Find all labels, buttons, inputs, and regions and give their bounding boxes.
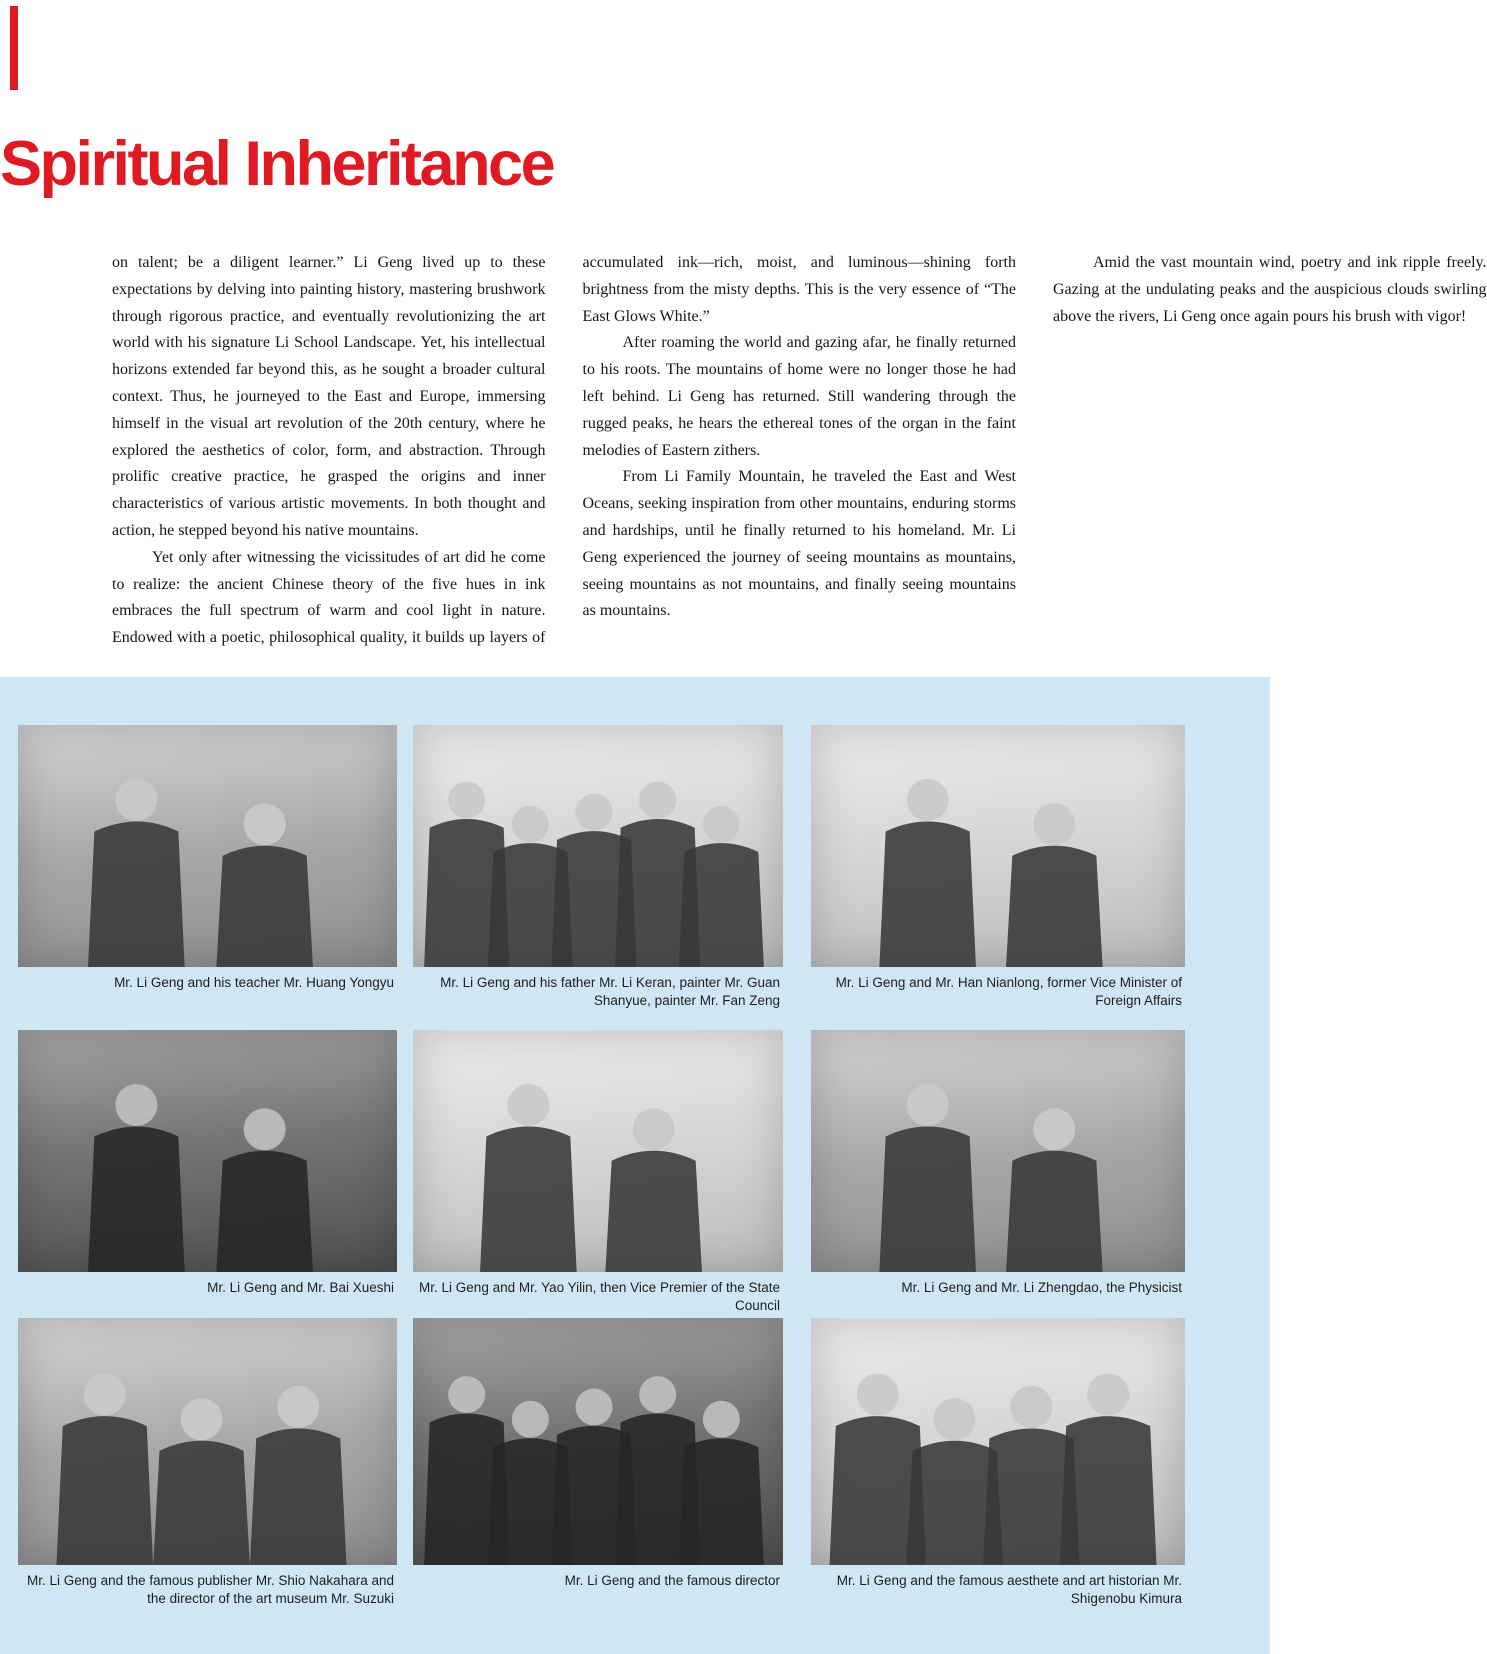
- photo: [413, 1030, 783, 1272]
- photo: [18, 1318, 397, 1565]
- photo-cell: [18, 1318, 397, 1607]
- photo: [413, 1318, 783, 1565]
- photo-cell: [811, 1318, 1185, 1607]
- people-silhouettes-icon: [811, 1030, 1185, 1272]
- photo: [811, 1030, 1185, 1272]
- photo-cell: [811, 725, 1185, 1009]
- people-silhouettes-icon: [413, 1030, 783, 1272]
- photo-caption: Mr. Li Geng and the famous director: [564, 1573, 780, 1588]
- photo-caption: Mr. Li Geng and Mr. Yao Yilin, then Vice Premier of the State Council: [419, 1280, 780, 1313]
- page-title: Spiritual Inheritance: [0, 129, 554, 199]
- red-margin-tab: [10, 6, 18, 90]
- photo-caption: Mr. Li Geng and Mr. Han Nianlong, former Vice Minister of Foreign Affairs: [835, 975, 1182, 1008]
- photo-cell: [18, 725, 397, 992]
- people-silhouettes-icon: [413, 725, 783, 967]
- people-silhouettes-icon: [18, 725, 397, 967]
- people-silhouettes-icon: [18, 1030, 397, 1272]
- body-paragraph: Amid the vast mountain wind, poetry and ink ripple freely. Gazing at the undulating peaks and the auspicious clouds swirling above the rivers, Li Geng once again pours his brush with vigor!: [1053, 254, 1487, 325]
- photo-cell: [413, 1318, 783, 1590]
- photo-cell: [18, 1030, 397, 1297]
- photo: [811, 725, 1185, 967]
- photo-caption: Mr. Li Geng and the famous publisher Mr. Shio Nakahara and the director of the art museum Mr. Suzuki: [27, 1573, 394, 1606]
- photo-caption: Mr. Li Geng and Mr. Bai Xueshi: [207, 1280, 394, 1295]
- body-paragraph: Yet only after witnessing the vicissitudes of art did he come to realize: the ancient Chinese theory of the five hues in ink embraces the full spectrum of warm and cool light in nature. Endowed with a poetic, philosophical quality, it builds up layers of accumulated ink—rich, moist, and luminous—shining forth brightness from the misty depths. This is the very essence of “The East Glows White.”: [112, 254, 1016, 647]
- body-paragraph: From Li Family Mountain, he traveled the East and West Oceans, seeking inspiration from other mountains, enduring storms and hardships, until he finally returned to his homeland. Mr. Li Geng experienced the journey of seeing mountains as mountains, seeing mountains as not mountains, and finally seeing mountains as mountains.: [582, 468, 1016, 620]
- photo: [811, 1318, 1185, 1565]
- photo-cell: [413, 725, 783, 1009]
- photo-caption: Mr. Li Geng and his teacher Mr. Huang Yongyu: [114, 975, 394, 990]
- people-silhouettes-icon: [811, 725, 1185, 967]
- photo-cell: [811, 1030, 1185, 1297]
- people-silhouettes-icon: [413, 1318, 783, 1565]
- photo-grid-section: [0, 677, 1270, 1654]
- photo-caption: Mr. Li Geng and his father Mr. Li Keran, painter Mr. Guan Shanyue, painter Mr. Fan Zeng: [440, 975, 780, 1008]
- photo: [18, 1030, 397, 1272]
- photo-caption: Mr. Li Geng and the famous aesthete and art historian Mr. Shigenobu Kimura: [836, 1573, 1182, 1606]
- body-paragraph: on talent; be a diligent learner.” Li Geng lived up to these expectations by delving into painting history, mastering brushwork through rigorous practice, and eventually revolutionizing the art world with his signature Li School Landscape. Yet, his intellectual horizons extended far beyond this, as he sought a broader cultural context. Thus, he journeyed to the East and Europe, immersing himself in the visual art revolution of the 20th century, where he explored the aesthetics of color, form, and abstraction. Through prolific creative practice, he grasped the origins and inner characteristics of various artistic movements. In both thought and action, he stepped beyond his native mountains.: [112, 254, 546, 539]
- photo: [413, 725, 783, 967]
- photo-cell: [413, 1030, 783, 1314]
- article-body: [112, 250, 1487, 674]
- photo: [18, 725, 397, 967]
- photo-caption: Mr. Li Geng and Mr. Li Zhengdao, the Physicist: [901, 1280, 1182, 1295]
- people-silhouettes-icon: [18, 1318, 397, 1565]
- people-silhouettes-icon: [811, 1318, 1185, 1565]
- body-paragraph: After roaming the world and gazing afar, he finally returned to his roots. The mountains of home were no longer those he had left behind. Li Geng has returned. Still wandering through the rugged peaks, he hears the ethereal tones of the organ in the faint melodies of Eastern zithers.: [582, 334, 1016, 459]
